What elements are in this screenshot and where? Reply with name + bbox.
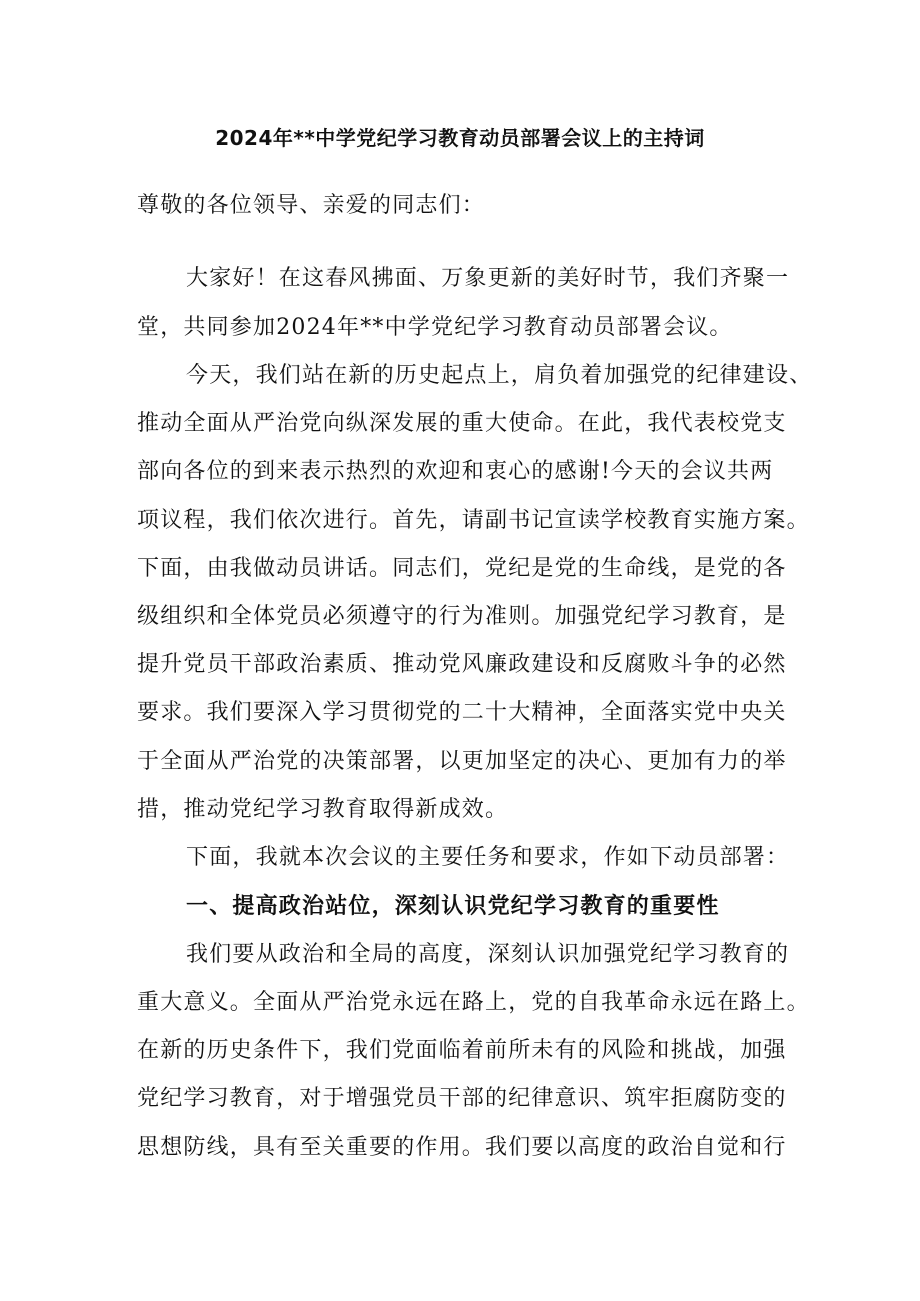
paragraph-line: 要求。我们要深入学习贯彻党的二十大精神，全面落实党中央关 xyxy=(137,700,787,725)
paragraph-line: 大家好！在这春风拂面、万象更新的美好时节，我们齐聚一 xyxy=(186,266,790,291)
paragraph-line: 我们要从政治和全局的高度，深刻认识加强党纪学习教育的 xyxy=(186,942,790,967)
paragraph-line: 堂，共同参加2024年**中学党纪学习教育动员部署会议。 xyxy=(137,315,733,340)
paragraph-line: 推动全面从严治党向纵深发展的重大使命。在此，我代表校党支 xyxy=(137,411,787,436)
paragraph-line: 下面，由我做动员讲话。同志们，党纪是党的生命线，是党的各 xyxy=(137,556,787,581)
salutation: 尊敬的各位领导、亲爱的同志们： xyxy=(137,193,486,218)
paragraph-line: 重大意义。全面从严治党永远在路上，党的自我革命永远在路上。 xyxy=(137,990,810,1015)
paragraph-line: 在新的历史条件下，我们党面临着前所未有的风险和挑战，加强 xyxy=(137,1038,787,1063)
paragraph-line: 措，推动党纪学习教育取得新成效。 xyxy=(137,797,509,822)
paragraph-line: 提升党员干部政治素质、推动党风廉政建设和反腐败斗争的必然 xyxy=(137,652,787,677)
paragraph-line: 项议程，我们依次进行。首先，请副书记宣读学校教育实施方案。 xyxy=(137,508,810,533)
section-heading: 一、提高政治站位，深刻认识党纪学习教育的重要性 xyxy=(186,894,720,919)
paragraph-line: 部向各位的到来表示热烈的欢迎和衷心的感谢!今天的会议共两 xyxy=(137,459,774,484)
paragraph-line: 下面，我就本次会议的主要任务和要求，作如下动员部署： xyxy=(186,845,790,870)
paragraph-line: 今天，我们站在新的历史起点上，肩负着加强党的纪律建设、 xyxy=(186,363,813,388)
paragraph-line: 党纪学习教育，对于增强党员干部的纪律意识、筑牢拒腐防变的 xyxy=(137,1086,787,1111)
paragraph-line: 于全面从严治党的决策部署，以更加坚定的决心、更加有力的举 xyxy=(137,749,787,774)
paragraph-line: 级组织和全体党员必须遵守的行为准则。加强党纪学习教育，是 xyxy=(137,604,787,629)
paragraph-line: 思想防线，具有至关重要的作用。我们要以高度的政治自觉和行 xyxy=(137,1135,787,1160)
document-title: 2024年**中学党纪学习教育动员部署会议上的主持词 xyxy=(215,126,705,150)
